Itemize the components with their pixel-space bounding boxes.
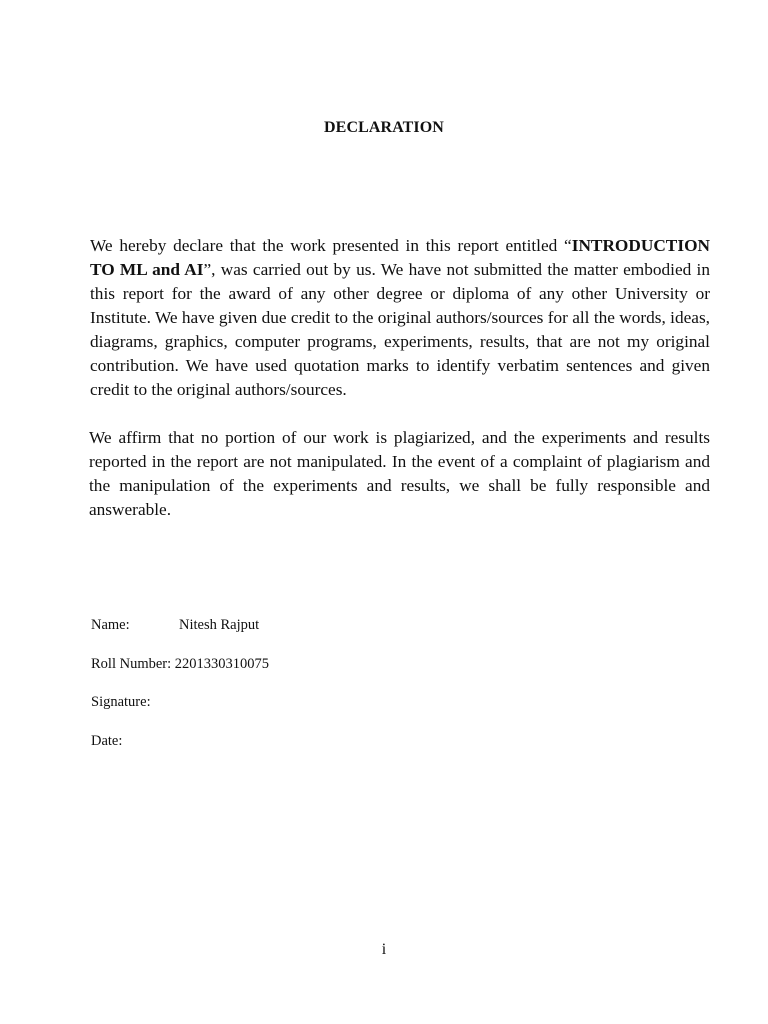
- signature-field: [91, 693, 151, 711]
- name-label: Name:: [91, 617, 130, 633]
- paragraph-intro: We hereby declare that the work presented in this report entitled “: [90, 236, 572, 255]
- paragraph-rest: ”, was carried out by us. We have not submitted the matter embodied in this report for the award of any other degree or diploma of any other University or Institute. We have given due credit to the original authors/sources for all the words, ideas, diagrams, graphics, computer programs, experiments, results, that are not my original contribution. We have used quotation marks to identify verbatim sentences and given credit to the original authors/sources.: [90, 260, 710, 399]
- date-label: Date:: [91, 733, 123, 749]
- name-field: [91, 616, 260, 634]
- name-value: Nitesh Rajput: [179, 617, 260, 633]
- page-title: DECLARATION: [324, 119, 444, 136]
- declaration-paragraph: [90, 234, 710, 402]
- roll-number-value: 2201330310075: [174, 656, 270, 672]
- report-title: INTRODUCTION TO ML and AI: [90, 236, 710, 279]
- roll-number-field: [91, 655, 269, 673]
- page-number: i: [381, 941, 387, 958]
- roll-number-label: Roll Number:: [91, 656, 172, 672]
- affirmation-paragraph: We affirm that no portion of our work is plagiarized, and the experiments and results reported in the report are not manipulated. In the event of a complaint of plagiarism and the manipulation of the experiments and results, we shall be fully responsible and answerable.: [89, 428, 710, 519]
- signature-label: Signature:: [91, 694, 151, 710]
- date-field: [91, 732, 122, 750]
